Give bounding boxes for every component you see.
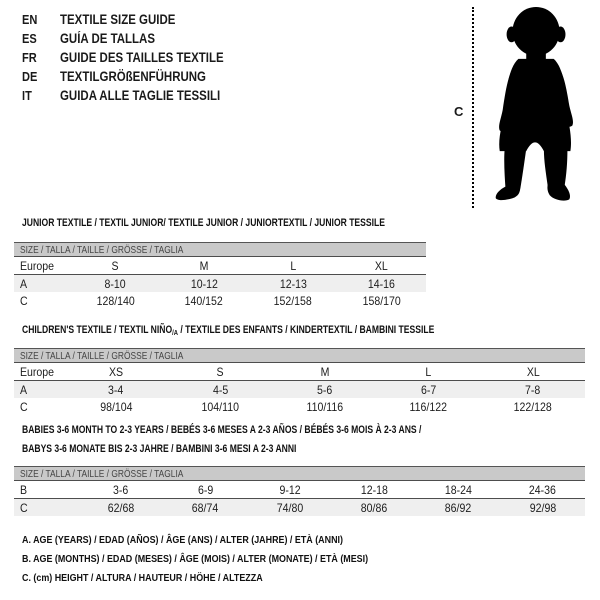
col-header-text: L xyxy=(289,258,296,273)
children-size-table xyxy=(14,348,585,415)
value-cell xyxy=(501,481,585,498)
legend-text: C. (cm) HEIGHT / ALTURA / HAUTEUR / HÖHE / ALTEZZA xyxy=(22,572,263,584)
value-cell xyxy=(377,381,481,398)
lang-label-text: TEXTILE SIZE GUIDE xyxy=(60,12,176,27)
lang-code-fr xyxy=(22,50,60,65)
col-header-cell xyxy=(481,363,585,380)
row-label-cell xyxy=(14,499,79,516)
size-header-bar xyxy=(14,466,585,481)
col-header-cell xyxy=(272,363,376,380)
table-row xyxy=(14,292,426,309)
value-text: 3-4 xyxy=(108,382,124,397)
col-header-text: M xyxy=(199,258,209,273)
value-text: 14-16 xyxy=(368,276,396,291)
row-label-cell xyxy=(14,481,79,498)
value-cell xyxy=(416,481,500,498)
value-cell xyxy=(248,481,332,498)
value-text: 62/68 xyxy=(107,500,135,515)
col-header-text: Europe xyxy=(20,364,55,379)
lang-label-de xyxy=(60,69,232,84)
children-section-title xyxy=(22,321,551,342)
table-row xyxy=(14,257,426,275)
lang-code-text: IT xyxy=(22,88,32,103)
value-cell xyxy=(168,398,272,415)
col-header-text: S xyxy=(111,258,119,273)
col-header-text: S xyxy=(216,364,224,379)
value-cell xyxy=(249,275,338,292)
value-cell xyxy=(416,499,500,516)
baby-silhouette-icon xyxy=(479,4,597,210)
value-cell xyxy=(163,481,247,498)
language-title-list xyxy=(22,10,253,105)
value-text: 140/152 xyxy=(185,293,224,308)
lang-row-it xyxy=(22,86,253,105)
value-text: 8-10 xyxy=(104,276,126,291)
value-cell xyxy=(332,499,416,516)
size-header-label: SIZE / TALLA / TAILLE / GRÖSSE / TAGLIA xyxy=(20,243,184,256)
size-header-bar xyxy=(14,348,585,363)
value-cell xyxy=(377,398,481,415)
row-label-text: C xyxy=(20,399,28,414)
babies-section-title xyxy=(22,421,534,459)
value-text: 152/158 xyxy=(273,293,312,308)
babies-title-line1: BABIES 3-6 MONTH TO 2-3 YEARS / BEBÉS 3-6 MESES A 2-3 AÑOS / BÉBÉS 3-6 MOIS À 2-3 ANS / xyxy=(22,424,422,436)
row-label-text: C xyxy=(20,500,28,515)
lang-label-it xyxy=(60,88,249,103)
lang-code-de xyxy=(22,69,60,84)
value-text: 116/122 xyxy=(410,399,448,414)
legend-line-c xyxy=(22,569,429,588)
value-cell xyxy=(71,292,160,309)
title-subscript: /A xyxy=(172,328,178,337)
value-cell xyxy=(272,381,376,398)
value-text: 86/92 xyxy=(445,500,472,515)
value-cell xyxy=(168,381,272,398)
value-text: 12-18 xyxy=(360,482,388,497)
lang-code-it xyxy=(22,88,60,103)
value-text: 5-6 xyxy=(316,382,333,397)
table-row xyxy=(14,381,585,398)
col-header-text: M xyxy=(320,364,329,379)
legend-line-a xyxy=(22,531,429,550)
lang-label-en xyxy=(60,12,196,27)
col-header-cell xyxy=(249,257,338,274)
height-measure-line xyxy=(472,7,474,208)
value-text: 6-7 xyxy=(421,382,437,397)
children-section-title-text xyxy=(22,321,434,342)
lang-row-en xyxy=(22,10,253,29)
value-text: 10-12 xyxy=(190,276,218,291)
table-row xyxy=(14,363,585,381)
col-header-cell xyxy=(168,363,272,380)
value-text: 7-8 xyxy=(525,382,541,397)
value-cell xyxy=(337,275,426,292)
lang-label-text: GUIDA ALLE TAGLIE TESSILI xyxy=(60,88,221,103)
row-label-text: A xyxy=(20,276,28,291)
size-header-bar xyxy=(14,242,426,257)
lang-row-de xyxy=(22,67,253,86)
value-cell xyxy=(79,499,163,516)
height-measure-label: C xyxy=(454,104,464,119)
value-cell xyxy=(248,499,332,516)
row-label-cell xyxy=(14,275,71,292)
value-text: 12-13 xyxy=(279,276,307,291)
row-label-cell xyxy=(14,363,64,380)
row-label-cell xyxy=(14,381,64,398)
legend-text: B. AGE (MONTHS) / EDAD (MESES) / ÂGE (MOIS) / ALTER (MONATE) / ETÀ (MESI) xyxy=(22,553,369,565)
value-cell xyxy=(501,499,585,516)
value-cell xyxy=(272,398,376,415)
col-header-text: Europe xyxy=(20,258,55,273)
lang-row-fr xyxy=(22,48,253,67)
lang-code-en xyxy=(22,12,60,27)
value-cell xyxy=(163,499,247,516)
lang-code-text: ES xyxy=(22,31,37,46)
col-header-text: XL xyxy=(375,258,389,273)
value-text: 122/128 xyxy=(513,399,553,414)
legend-text: A. AGE (YEARS) / EDAD (AÑOS) / ÂGE (ANS) / ALTER (JAHRE) / ETÀ (ANNI) xyxy=(22,534,343,546)
value-cell xyxy=(64,381,168,398)
value-cell xyxy=(481,381,585,398)
value-cell xyxy=(481,398,585,415)
value-text: 104/110 xyxy=(201,399,239,414)
junior-size-table xyxy=(14,242,426,309)
size-header-label: SIZE / TALLA / TAILLE / GRÖSSE / TAGLIA xyxy=(20,349,184,362)
col-header-cell xyxy=(64,363,168,380)
babies-size-table xyxy=(14,466,585,516)
value-cell xyxy=(332,481,416,498)
value-text: 110/116 xyxy=(306,399,343,414)
col-header-text: XS xyxy=(109,364,124,379)
value-cell xyxy=(160,292,249,309)
lang-code-text: FR xyxy=(22,50,37,65)
col-header-cell xyxy=(337,257,426,274)
col-header-cell xyxy=(71,257,160,274)
lang-label-text: GUÍA DE TALLAS xyxy=(60,31,155,46)
size-header-label: SIZE / TALLA / TAILLE / GRÖSSE / TAGLIA xyxy=(20,467,184,480)
row-label-cell xyxy=(14,292,71,309)
table-row xyxy=(14,398,585,415)
value-text: 128/140 xyxy=(96,293,135,308)
junior-section-title xyxy=(22,214,487,233)
title-part: CHILDREN'S TEXTILE / TEXTIL NIÑO xyxy=(22,324,173,336)
row-label-text: A xyxy=(20,382,28,397)
value-text: 18-24 xyxy=(444,482,472,497)
value-cell xyxy=(337,292,426,309)
value-text: 4-5 xyxy=(212,382,228,397)
lang-code-text: EN xyxy=(22,12,38,27)
lang-label-text: GUIDE DES TAILLES TEXTILE xyxy=(60,50,224,65)
junior-section-title-text: JUNIOR TEXTILE / TEXTIL JUNIOR/ TEXTILE JUNIOR / JUNIORTEXTIL / JUNIOR TESSILE xyxy=(22,217,385,229)
col-header-text: L xyxy=(425,364,432,379)
row-label-text: C xyxy=(20,293,28,308)
value-text: 68/74 xyxy=(192,500,219,515)
table-row xyxy=(14,481,585,499)
value-text: 74/80 xyxy=(276,500,304,515)
value-text: 3-6 xyxy=(113,482,129,497)
lang-label-text: TEXTILGRÖßENFÜHRUNG xyxy=(60,69,206,84)
value-text: 9-12 xyxy=(279,482,301,497)
value-cell xyxy=(79,481,163,498)
row-label-text: B xyxy=(20,482,28,497)
value-text: 6-9 xyxy=(197,482,214,497)
value-text: 80/86 xyxy=(360,500,388,515)
table-row xyxy=(14,275,426,292)
col-header-text: XL xyxy=(526,364,540,379)
lang-row-es xyxy=(22,29,253,48)
value-cell xyxy=(64,398,168,415)
lang-label-es xyxy=(60,31,172,46)
value-text: 98/104 xyxy=(99,399,133,414)
value-cell xyxy=(249,292,338,309)
babies-title-line2: BABYS 3-6 MONATE BIS 2-3 JAHRE / BAMBINI 3-6 MESI A 2-3 ANNI xyxy=(22,443,297,455)
title-part: / TEXTILE DES ENFANTS / KINDERTEXTIL / BAMBINI TESSILE xyxy=(177,324,435,336)
col-header-cell xyxy=(160,257,249,274)
col-header-cell xyxy=(377,363,481,380)
value-text: 24-36 xyxy=(529,482,557,497)
value-cell xyxy=(71,275,160,292)
row-label-cell xyxy=(14,398,64,415)
lang-code-es xyxy=(22,31,60,46)
lang-code-text: DE xyxy=(22,69,38,84)
value-cell xyxy=(160,275,249,292)
lang-label-fr xyxy=(60,50,253,65)
legend-line-b xyxy=(22,550,429,569)
table-row xyxy=(14,499,585,516)
measure-legend xyxy=(22,531,429,588)
value-text: 92/98 xyxy=(529,500,557,515)
value-text: 158/170 xyxy=(362,293,401,308)
row-label-cell xyxy=(14,257,71,274)
